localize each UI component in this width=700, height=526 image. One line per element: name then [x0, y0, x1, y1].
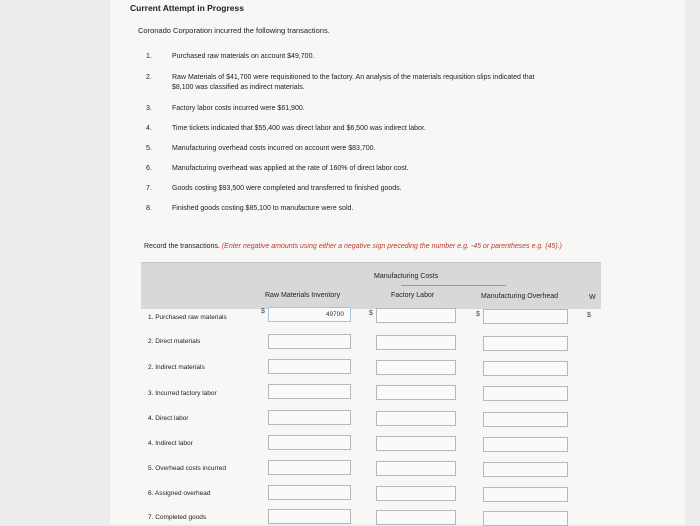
mfg-overhead-input[interactable] — [483, 437, 568, 452]
mfg-overhead-input[interactable] — [483, 487, 568, 502]
mfg-overhead-input[interactable] — [483, 361, 568, 376]
row-label: 7. Completed goods — [148, 514, 207, 521]
factory-labor-input[interactable] — [376, 436, 456, 451]
question-panel — [110, 0, 685, 524]
factory-labor-input[interactable] — [376, 385, 456, 400]
transaction-text: Manufacturing overhead was applied at the rate of 160% of direct labor cost. — [172, 165, 409, 172]
transaction-text: Manufacturing overhead costs incurred on account were $83,700. — [172, 145, 376, 152]
transaction-number: 2. — [146, 74, 152, 81]
instructions — [144, 243, 562, 250]
row-label: 4. Direct labor — [148, 415, 189, 422]
transaction-number: 1. — [146, 53, 152, 60]
transaction-number: 5. — [146, 145, 152, 152]
col-work-in-process: W — [589, 294, 596, 301]
row-label: 5. Overhead costs incurred — [148, 465, 227, 472]
transaction-text: Purchased raw materials on account $49,700. — [172, 53, 315, 60]
mfg-overhead-input[interactable] — [483, 386, 568, 401]
factory-labor-input[interactable] — [376, 461, 456, 476]
factory-labor-input[interactable] — [376, 335, 456, 350]
transaction-text: Raw Materials of $41,700 were requisitioned to the factory. An analysis of the materials requisition slips indicated that — [172, 74, 535, 81]
raw-materials-input[interactable] — [268, 460, 351, 475]
transaction-number: 6. — [146, 165, 152, 172]
mfg-overhead-input[interactable] — [483, 336, 568, 351]
group-header-divider — [401, 285, 506, 286]
factory-labor-input[interactable] — [376, 308, 456, 323]
transaction-number: 8. — [146, 205, 152, 212]
transaction-number: 3. — [146, 105, 152, 112]
currency-symbol: $ — [369, 310, 373, 317]
raw-materials-input[interactable] — [268, 359, 351, 374]
transaction-number: 4. — [146, 125, 152, 132]
mfg-costs-group-header: Manufacturing Costs — [374, 273, 439, 280]
transaction-text: Factory labor costs incurred were $61,900. — [172, 105, 305, 112]
row-label: 2. Direct materials — [148, 338, 201, 345]
factory-labor-input[interactable] — [376, 486, 456, 501]
col-raw-materials: Raw Materials Inventory — [265, 292, 341, 299]
col-factory-labor: Factory Labor — [391, 292, 435, 299]
row-label: 3. Incurred factory labor — [148, 390, 217, 397]
col-mfg-overhead: Manufacturing Overhead — [481, 293, 559, 300]
table-header — [141, 262, 601, 309]
raw-materials-input[interactable] — [268, 435, 351, 450]
factory-labor-input[interactable] — [376, 510, 456, 525]
factory-labor-input[interactable] — [376, 360, 456, 375]
raw-materials-input[interactable] — [268, 410, 351, 425]
currency-symbol: $ — [587, 312, 591, 319]
problem-intro: Coronado Corporation incurred the following transactions. — [138, 26, 330, 35]
mfg-overhead-input[interactable] — [483, 412, 568, 427]
transaction-text: Goods costing $93,500 were completed and transferred to finished goods. — [172, 185, 402, 192]
instructions-note: (Enter negative amounts using either a negative sign preceding the number e.g. -45 or parentheses e.g. (45).) — [221, 243, 562, 250]
currency-symbol: $ — [476, 311, 480, 318]
row-label: 4. Indirect labor — [148, 440, 193, 447]
raw-materials-input[interactable] — [268, 384, 351, 399]
raw-materials-input[interactable] — [268, 509, 351, 524]
currency-symbol: $ — [261, 308, 265, 315]
raw-materials-input[interactable]: 49700 — [268, 307, 351, 322]
instructions-text: Record the transactions. — [144, 243, 220, 250]
transaction-number: 7. — [146, 185, 152, 192]
raw-materials-input[interactable] — [268, 485, 351, 500]
transaction-text: Finished goods costing $85,100 to manufacture were sold. — [172, 205, 354, 212]
row-label: 1. Purchased raw materials — [148, 314, 227, 321]
transaction-text-cont: $8,100 was classified as indirect materials. — [172, 84, 305, 91]
factory-labor-input[interactable] — [376, 411, 456, 426]
mfg-overhead-input[interactable] — [483, 309, 568, 324]
row-label: 2. Indirect materials — [148, 364, 205, 371]
mfg-overhead-input[interactable] — [483, 462, 568, 477]
attempt-status: Current Attempt in Progress — [130, 3, 244, 13]
raw-materials-input[interactable] — [268, 334, 351, 349]
row-label: 6. Assigned overhead — [148, 490, 211, 497]
transaction-text: Time tickets indicated that $55,400 was direct labor and $6,500 was indirect labor. — [172, 125, 426, 132]
